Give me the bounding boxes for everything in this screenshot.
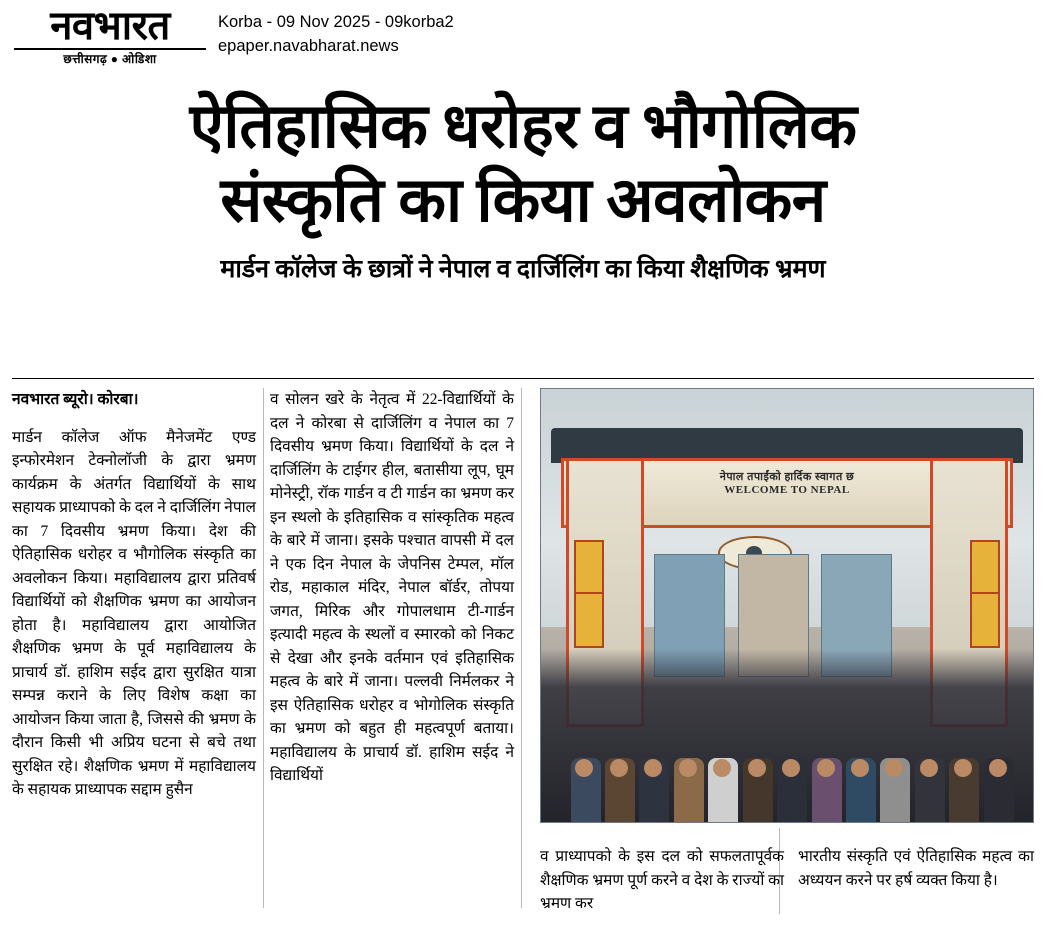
gate-signage-english: WELCOME TO NEPAL [724,484,850,497]
headline-line-1: ऐतिहासिक धरोहर व भौगोलिक [189,93,857,161]
headline-block [0,90,1046,286]
gate-panel-icon [574,540,604,596]
gate-panel-icon [970,540,1000,596]
article-tail [12,830,1034,915]
edition-info [210,0,454,58]
logo-subtitle: छत्तीसगढ़ ● ओडिशा [63,52,157,66]
gate-panel-icon [970,592,1000,648]
headline-line-2: संस्कृति का किया अवलोकन [220,167,826,235]
photo-group-of-students [541,649,1033,822]
article-column-2 [270,388,514,788]
gate-signage [590,471,984,497]
column-1-text: मार्डन कॉलेज ऑफ मैनेजमेंट एण्ड इन्फोरमेशन टेक्नोलॉजी के द्वारा भ्रमण कार्यक्रम के अंतर्गत विद्यार्थियों के साथ सहायक प्राध्यापको के दल ने दार्जिलिंग नेपाल का 7 दिवसीय भ्रमण किया। देश की ऐतिहासिक धरोहर व भौगोलिक संस्कृति का अवलोकन किया। महाविद्यालय द्वारा प्रतिवर्ष विद्यार्थियों को शैक्षणिक भ्रमण का आयोजन होता है। महाविद्यालय द्वारा आयोजित शैक्षणिक भ्रमण के पूर्व महाविद्यालय के प्राचार्य डॉ. हाशिम सईद द्वारा सुरक्षित यात्रा सम्पन्न कराने के लिए विशेष कक्षा का आयोजन किया जाता है, जिससे की भ्रमण के दौरान किसी भी अप्रिय घटना से बचे तथा सुरक्षित रहे। शैक्षणिक भ्रमण में महाविद्यालय के सहायक प्राध्यापक सद्दाम हुसैन [12,428,256,798]
edition-date-line: Korba - 09 Nov 2025 - 09korba2 [218,13,454,31]
logo-divider [14,48,206,50]
article-photo [540,388,1034,823]
byline: नवभारत ब्यूरो। कोरबा। [12,391,139,408]
headline-rule [12,378,1034,379]
epaper-url: epaper.navabharat.news [218,37,399,55]
gate-signage-nepali: नेपाल तपाईंको हार्दिक स्वागत छ [719,471,855,484]
masthead [0,0,1046,72]
article-column-3 [540,830,784,931]
sub-headline: मार्डन कॉलेज के छात्रों ने नेपाल व दार्जिलिंग का किया शैक्षणिक भ्रमण [220,256,826,283]
column-3-text: व प्राध्यापको के इस दल को सफलतापूर्वक शैक्षणिक भ्रमण पूर्ण करने व देश के राज्यों का भ्रमण कर [540,848,784,913]
gate-panel-icon [574,592,604,648]
column-4-text: भारतीय संस्कृति एवं ऐतिहासिक महत्व का अध्ययन करने पर हर्ष व्यक्त किया है। [798,848,1034,889]
column-2-text: व सोलन खरे के नेतृत्व में 22-विद्यार्थियों के दल ने कोरबा से दार्जिलिंग व नेपाल का 7 दिवसीय भ्रमण किया। विद्यार्थियों के दल ने दार्जिलिंग के टाईगर हील, बतासीया लूप, घूम मोनेस्ट्री, रॉक गार्डन व टी गार्डन का भ्रमण कर इन स्थलो के इतिहासिक व सांस्कृतिक महत्व के बारे में जाना। इसके पश्चात वापसी में दल ने एक दिन नेपाल के जेपनिस टेम्पल, मॉल रोड, महाकाल मंदिर, नेपाल बॉर्डर, तोपया जगत, मिरिक और गोपालधाम टी-गार्डन इत्यादी महत्व के स्थलों व स्मारको को निकट से देखा और इनके वर्तमान एवं इतिहासिक महत्व के बारे में जाना। पल्लवी निर्मलकर ने इस ऐतिहासिक धरोहर व भोगोलिक संस्कृति का भ्रमण को बहुत ही महत्वपूर्ण बताया। महाविद्यालय के प्राचार्य डॉ. हाशिम सईद ने विद्यार्थियों [270,391,514,784]
newspaper-logo [0,0,210,66]
article-column-1 [12,388,256,802]
article-column-4 [798,830,1034,908]
logo-title: नवभारत [50,3,170,48]
